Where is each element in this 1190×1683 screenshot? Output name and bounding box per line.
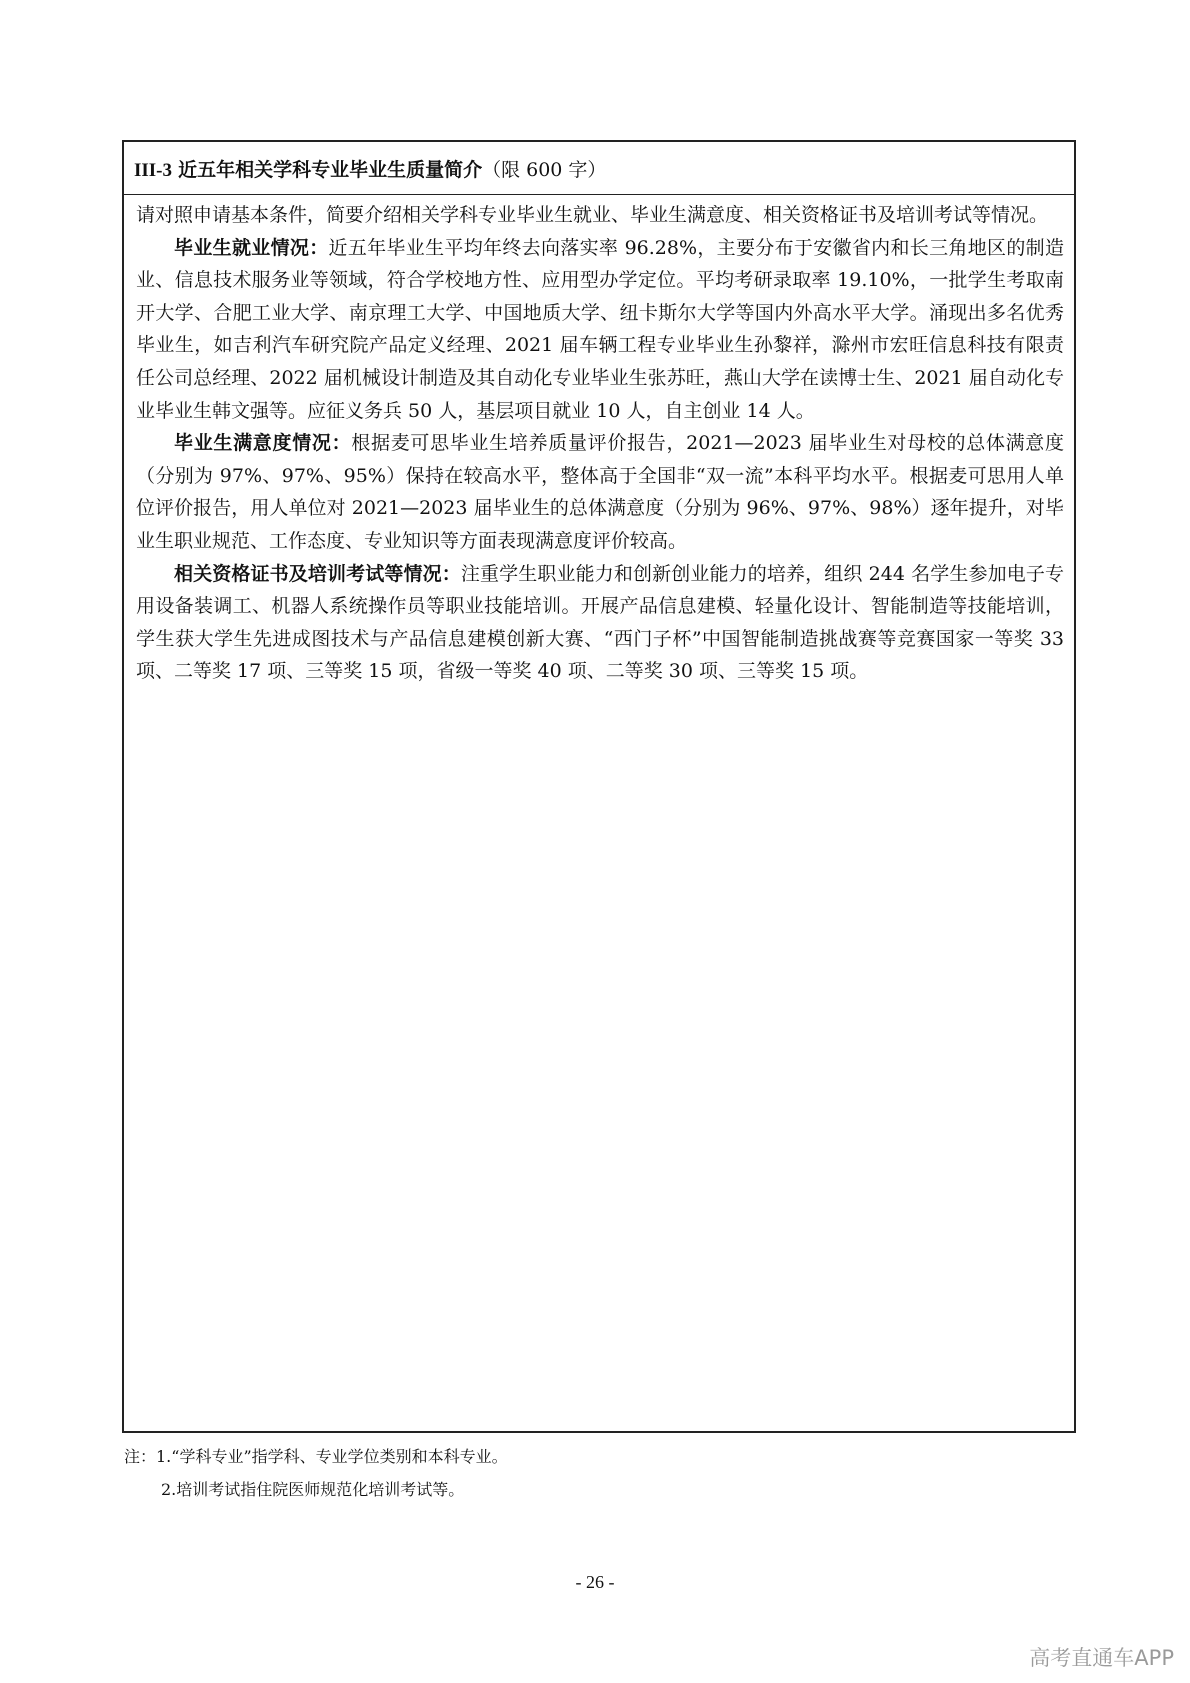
section-limit: （限 600 字） (482, 159, 607, 181)
watermark: 高考直通车APP (1029, 1646, 1174, 1670)
certificate-paragraph (136, 558, 1064, 688)
certificate-heading: 相关资格证书及培训考试等情况： (174, 562, 461, 585)
footnotes (124, 1440, 508, 1506)
footnote-1: 注：1.“学科专业”指学科、专业学位类别和本科专业。 (124, 1447, 508, 1466)
page-number: - 26 - (575, 1572, 615, 1592)
satisfaction-text: 根据麦可思毕业生培养质量评价报告，2021—2023 届毕业生对母校的总体满意度（分别为 97%、97%、95%）保持在较高水平，整体高于全国非“双一流”本科平均水平。根据麦可思用人单位评价报告，用人单位对 2021—2023 届毕业生的总体满意度（分别为 96%、97%、98%）逐年提升，对毕业生职业规范、工作态度、专业知识等方面表现满意度评价较高。 (136, 432, 1064, 552)
employment-text: 近五年毕业生平均年终去向落实率 96.28%，主要分布于安徽省内和长三角地区的制造业、信息技术服务业等领域，符合学校地方性、应用型办学定位。平均考研录取率 19.10%，一批学生考取南开大学、合肥工业大学、南京理工大学、中国地质大学、纽卡斯尔大学等国内外高水平大学。涌现出多名优秀毕业生，如吉利汽车研究院产品定义经理、2021 届车辆工程专业毕业生孙黎祥，滁州市宏旺信息科技有限责任公司总经理、2022 届机械设计制造及其自动化专业毕业生张苏旺，燕山大学在读博士生、2021 届自动化专业毕业生韩文强等。应征义务兵 50 人，基层项目就业 10 人，自主创业 14 人。 (136, 236, 1064, 422)
section-body (124, 195, 1074, 688)
satisfaction-heading: 毕业生满意度情况： (174, 432, 352, 455)
certificate-text: 注重学生职业能力和创新创业能力的培养，组织 244 名学生参加电子专用设备装调工、机器人系统操作员等职业技能培训。开展产品信息建模、轻量化设计、智能制造等技能培训，学生获大学生先进成图技术与产品信息建模创新大赛、“西门子杯”中国智能制造挑战赛等竞赛国家一等奖 33 项、二等奖 17 项、三等奖 15 项，省级一等奖 40 项、二等奖 30 项、三等奖 15 项。 (136, 562, 1064, 683)
employment-paragraph (136, 232, 1064, 428)
employment-heading: 毕业生就业情况： (174, 236, 329, 259)
satisfaction-paragraph (136, 427, 1064, 557)
prompt-text: 请对照申请基本条件，简要介绍相关学科专业毕业生就业、毕业生满意度、相关资格证书及培训考试等情况。 (136, 204, 1049, 226)
section-header (124, 142, 1074, 195)
section-box (122, 140, 1076, 1433)
section-title: 近五年相关学科专业毕业生质量简介 (178, 159, 483, 181)
section-number: III-3 (134, 160, 173, 181)
footnote-2: 2.培训考试指住院医师规范化培训考试等。 (161, 1480, 465, 1499)
